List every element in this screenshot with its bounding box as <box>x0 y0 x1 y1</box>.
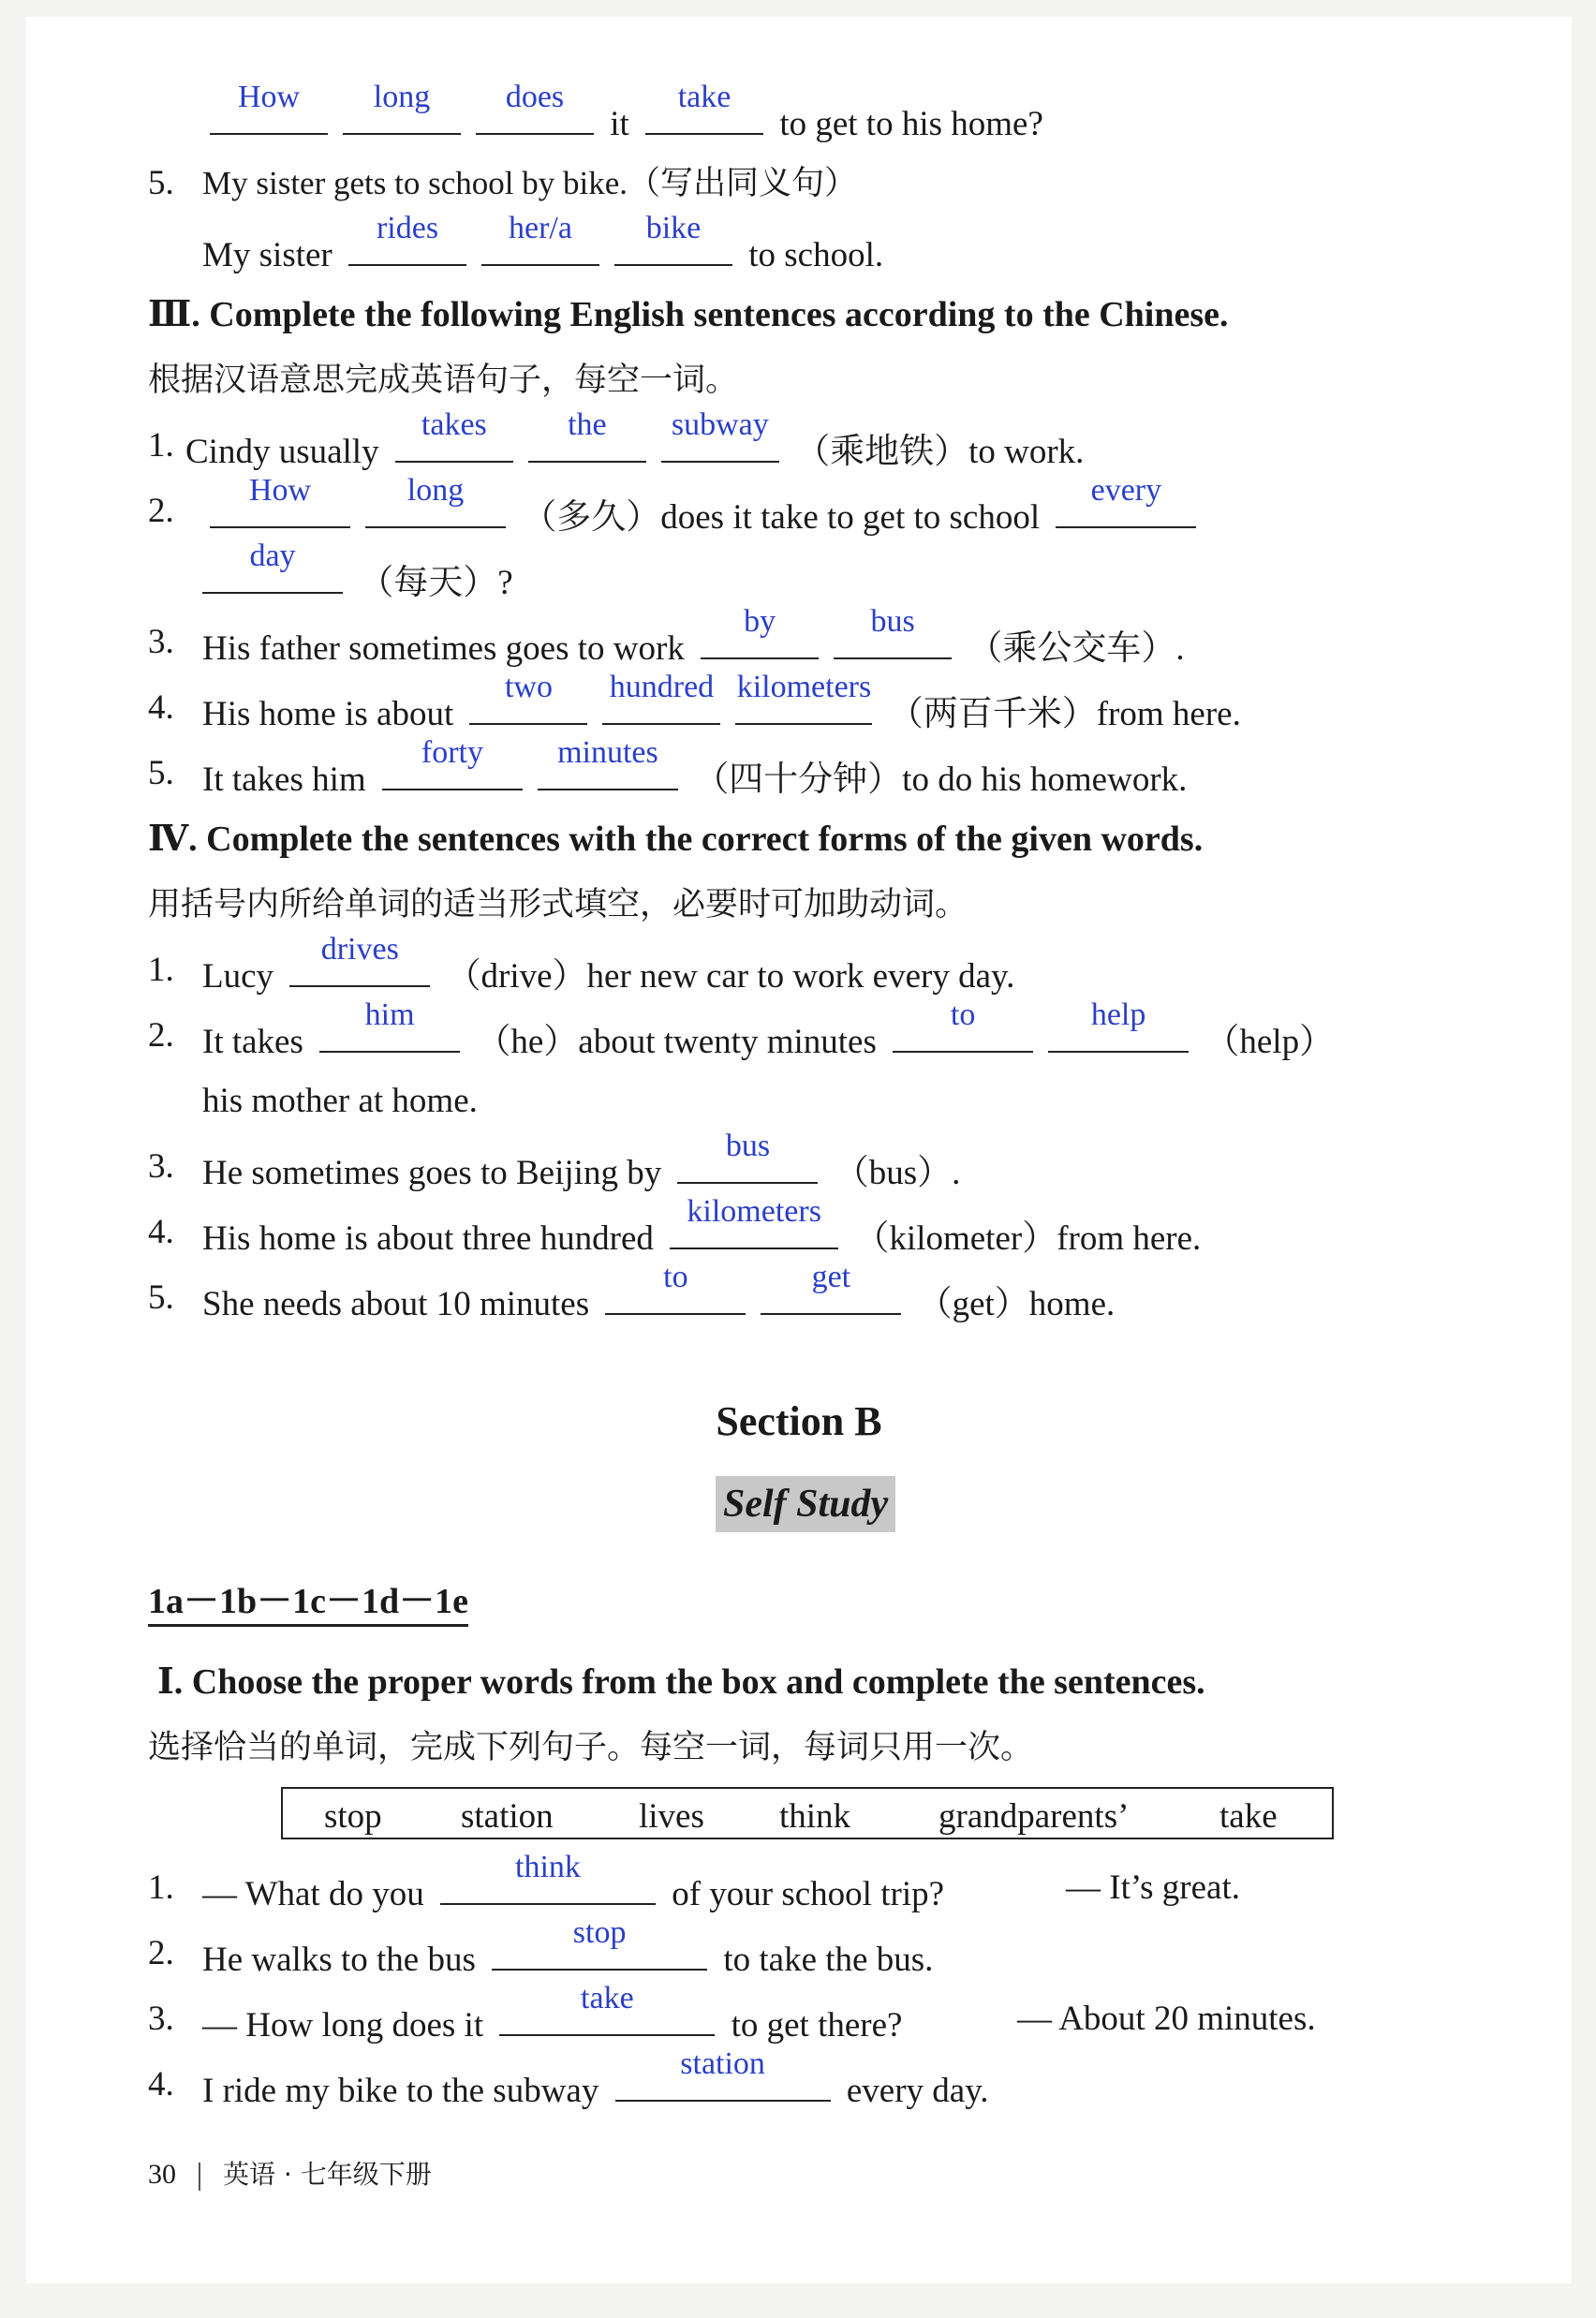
answer-blank: him <box>319 1008 460 1053</box>
answer-blank: station <box>615 2057 831 2102</box>
answer-blank: bus <box>677 1139 818 1184</box>
answer-blank: to <box>605 1270 746 1315</box>
answer-blank: subway <box>661 418 779 463</box>
answer-blank: bus <box>834 614 952 659</box>
answer-blank: get <box>761 1270 901 1315</box>
footer-divider <box>199 2163 200 2191</box>
book-title: 英语 · 七年级下册 <box>223 2159 432 2190</box>
answer-blank: the <box>528 418 646 463</box>
answer-blank: help <box>1048 1008 1189 1053</box>
answer-blank: forty <box>382 746 523 790</box>
word-box-item: stop <box>324 1797 382 1836</box>
answer-blank: bike <box>614 221 732 266</box>
answer-blank: How <box>210 483 350 528</box>
answer-blank: does <box>476 90 594 135</box>
answer-blank: long <box>343 90 461 135</box>
page-footer <box>148 2156 432 2193</box>
answer-blank: minutes <box>538 746 678 790</box>
answer-blank: by <box>701 614 819 659</box>
self-study-label: Self Study <box>716 1476 895 1532</box>
worksheet-page: How long does it take to get to his home? 5. My sister gets to school by bike.（写出同义句） My sister rides her/a bike to school. Ⅲ. Complete the following English sentences according to the Chinese. 根据汉语意思完成英语句子，每空一词。 1. Cindy usually takes the subway （乘地铁）to work. 2. How long （多久）does it take to get to school every day （每天）? 3. His father sometimes goes to work by bus （乘公交车）. 4. His home is about two hundred kilometers （两百千米）from here. 5. It takes him forty minutes （四十分钟）to do his homework. Ⅳ. Complete the sentences with the correct forms of the given words. 用括号内所给单词的适当形式填空，必要时可加助动词。 1. Lucy drives （drive）her new car to work every day. 2. It takes him （he）about twenty minutes to help （help） his mother at home. 3. He sometimes goes to Beijing by bus （bus）. 4. His home is about three hundred kilometers （kilometer）from here. 5. She needs about 10 minutes to get （get）home. Section B Self Study 1a－1b－1c－1d－1e Ⅰ. Choose the proper words from the box and complete the sentences. 选择恰当的单词，完成下列句子。每空一词，每词只用一次。 stop station lives think grandparents’ take 1. — What do you think of your school trip? — It’s great. 2. He walks to the bus stop to take the bus. 3. — How long does it take to get there? — About 20 minutes. 4. I ride my bike to the subway station every day. 30 英语 · 七年级下册 <box>26 17 1572 2283</box>
answer-blank: her/a <box>481 221 599 266</box>
word-box-item: think <box>779 1797 851 1836</box>
answer-blank: day <box>202 549 343 594</box>
word-box <box>281 1787 1334 1839</box>
answer-blank: kilometers <box>735 680 872 725</box>
answer-blank: every <box>1056 483 1196 528</box>
word-box-item: lives <box>639 1797 704 1836</box>
answer-blank: rides <box>348 221 466 266</box>
answer-blank: take <box>645 90 763 135</box>
answer-blank: take <box>499 1991 715 2036</box>
answer-blank: kilometers <box>670 1204 838 1249</box>
answer-blank: How <box>210 90 328 135</box>
answer-blank: to <box>893 1008 1033 1053</box>
section-title: Section B <box>716 1398 882 1444</box>
lesson-subheading: 1a－1b－1c－1d－1e <box>148 1579 468 1627</box>
word-box-item: station <box>461 1797 554 1836</box>
word-box-item: take <box>1219 1797 1278 1836</box>
word-box-item: grandparents’ <box>938 1797 1130 1836</box>
answer-blank: two <box>469 680 587 725</box>
answer-blank: stop <box>492 1926 707 1971</box>
page-number: 30 <box>148 2159 176 2190</box>
answer-blank: long <box>365 483 506 528</box>
answer-blank: drives <box>289 942 430 987</box>
answer-blank: hundred <box>602 680 720 725</box>
answer-blank: think <box>440 1860 656 1905</box>
answer-blank: takes <box>395 418 513 463</box>
